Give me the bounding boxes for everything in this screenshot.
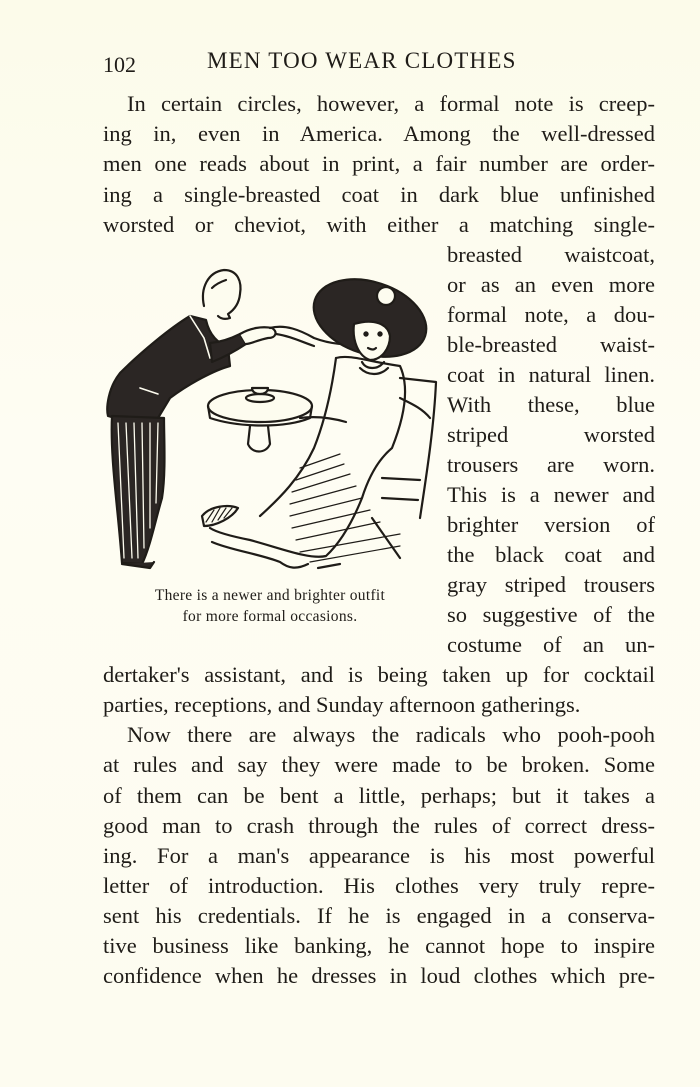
text-line: gray striped trousers <box>447 572 655 597</box>
text-line: With these, blue <box>447 392 655 417</box>
text-line: ble-breasted waist- <box>447 332 655 357</box>
text-line: striped worsted <box>447 422 655 447</box>
illustration <box>100 258 440 576</box>
text-line: This is a newer and <box>447 482 655 507</box>
text-line: at rules and say they were made to be broken. Some <box>103 752 655 777</box>
figure-caption <box>100 585 440 627</box>
text-line: of them can be bent a little, perhaps; but it takes a <box>103 783 655 808</box>
text-line: coat in natural linen. <box>447 362 655 387</box>
running-head: MEN TOO WEAR CLOTHES <box>207 48 517 73</box>
text-line: good man to crash through the rules of correct dress- <box>103 813 655 838</box>
text-line: confidence when he dresses in loud clothes which pre- <box>103 963 655 988</box>
text-line: sent his credentials. If he is engaged in a conserva- <box>103 903 655 928</box>
text-line: trousers are worn. <box>447 452 655 477</box>
text-line: ing. For a man's appearance is his most powerful <box>103 843 655 868</box>
illustration-drawing <box>100 258 440 576</box>
text-line: costume of an un- <box>447 632 655 657</box>
text-line: ing a single-breasted coat in dark blue unfinished <box>103 182 655 207</box>
text-line: men one reads about in print, a fair number are order- <box>103 151 655 176</box>
text-line: letter of introduction. His clothes very truly repre- <box>103 873 655 898</box>
text-line: breasted waistcoat, <box>447 242 655 267</box>
text-line: ing in, even in America. Among the well-dressed <box>103 121 655 146</box>
text-line: parties, receptions, and Sunday afternoon gatherings. <box>103 692 581 717</box>
text-line: dertaker's assistant, and is being taken up for cocktail <box>103 662 655 687</box>
text-line: In certain circles, however, a formal note is creep- <box>127 91 655 116</box>
text-line: worsted or cheviot, with either a matching single- <box>103 212 655 237</box>
text-line: so suggestive of the <box>447 602 655 627</box>
caption-line: There is a newer and brighter outfit <box>154 587 386 604</box>
text-line: tive business like banking, he cannot hope to inspire <box>103 933 655 958</box>
text-line: Now there are always the radicals who pooh-pooh <box>127 722 655 747</box>
page-header <box>103 46 663 76</box>
text-line: formal note, a dou- <box>447 302 655 327</box>
text-line: the black coat and <box>447 542 655 567</box>
caption-line: for more formal occasions. <box>182 608 358 625</box>
text-line: brighter version of <box>447 512 655 537</box>
text-line: or as an even more <box>447 272 655 297</box>
page-number: 102 <box>103 52 136 77</box>
